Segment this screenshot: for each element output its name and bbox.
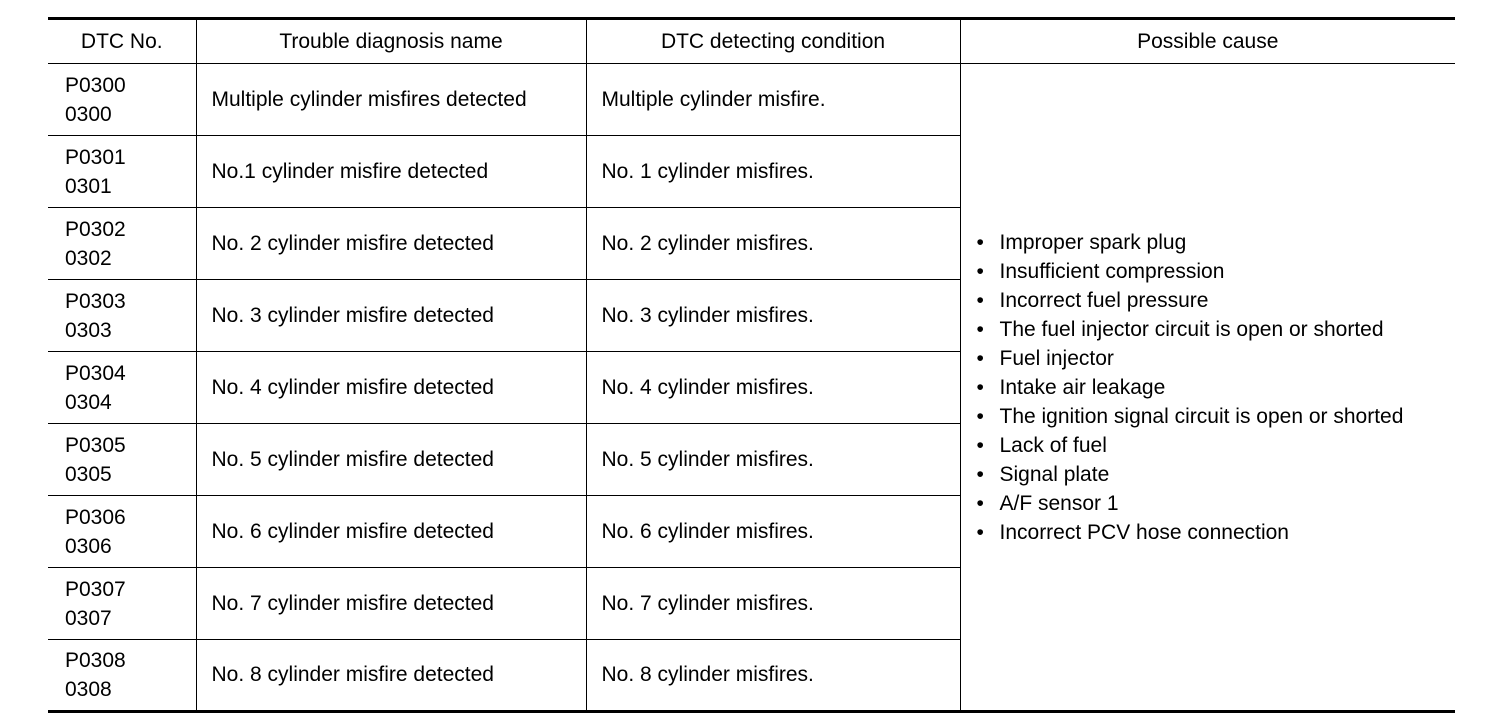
- diagnosis-name-cell: No. 4 cylinder misfire detected: [196, 352, 586, 424]
- dtc-code: P0304: [65, 361, 126, 385]
- dtc-code-alt: 0301: [65, 174, 112, 198]
- list-item: [977, 257, 1456, 286]
- bullet-icon: •: [976, 404, 984, 428]
- dtc-code: P0303: [65, 289, 126, 313]
- diagnosis-name-cell: No. 8 cylinder misfire detected: [196, 640, 586, 712]
- bullet-icon: •: [976, 462, 984, 486]
- list-item: [977, 373, 1456, 402]
- bullet-icon: •: [976, 520, 984, 544]
- dtc-number-cell: [48, 64, 196, 136]
- diagnosis-name-cell: No. 5 cylinder misfire detected: [196, 424, 586, 496]
- bullet-icon: •: [976, 259, 984, 283]
- list-item: [977, 315, 1456, 344]
- dtc-code: P0302: [65, 217, 126, 241]
- header-detecting-condition: DTC detecting condition: [586, 19, 960, 64]
- dtc-number-cell: [48, 280, 196, 352]
- dtc-table: [48, 17, 1455, 713]
- dtc-code-alt: 0303: [65, 318, 112, 342]
- dtc-code: P0301: [65, 145, 126, 169]
- diagnosis-name-cell: No. 2 cylinder misfire detected: [196, 208, 586, 280]
- diagnosis-name-cell: No. 6 cylinder misfire detected: [196, 496, 586, 568]
- list-item: [977, 460, 1456, 489]
- cause-text: Intake air leakage: [999, 375, 1166, 399]
- detecting-condition-cell: No. 4 cylinder misfires.: [586, 352, 960, 424]
- list-item: [977, 344, 1456, 373]
- dtc-code-alt: 0300: [65, 102, 112, 126]
- cause-text: Incorrect PCV hose connection: [999, 520, 1289, 544]
- dtc-table-container: [48, 17, 1455, 713]
- header-dtc-no: DTC No.: [48, 19, 196, 64]
- list-item: [977, 286, 1456, 315]
- dtc-number-cell: [48, 208, 196, 280]
- dtc-code-alt: 0302: [65, 246, 112, 270]
- cause-text: Improper spark plug: [999, 230, 1187, 254]
- cause-text: The ignition signal circuit is open or shorted: [999, 404, 1404, 428]
- cause-text: Signal plate: [999, 462, 1110, 486]
- dtc-number-cell: [48, 496, 196, 568]
- dtc-code-alt: 0308: [65, 678, 112, 701]
- detecting-condition-cell: No. 6 cylinder misfires.: [586, 496, 960, 568]
- detecting-condition-cell: Multiple cylinder misfire.: [586, 64, 960, 136]
- detecting-condition-cell: No. 5 cylinder misfires.: [586, 424, 960, 496]
- list-item: [977, 431, 1456, 460]
- cause-text: A/F sensor 1: [999, 491, 1119, 515]
- bullet-icon: •: [976, 375, 984, 399]
- bullet-icon: •: [976, 317, 984, 341]
- dtc-code: P0305: [65, 433, 126, 457]
- detecting-condition-cell: No. 1 cylinder misfires.: [586, 136, 960, 208]
- diagnosis-name-cell: No. 3 cylinder misfire detected: [196, 280, 586, 352]
- dtc-code-alt: 0307: [65, 606, 112, 630]
- diagnosis-name-cell: No.1 cylinder misfire detected: [196, 136, 586, 208]
- dtc-code: P0307: [65, 577, 126, 601]
- list-item: [977, 518, 1456, 547]
- list-item: [977, 228, 1456, 257]
- detecting-condition-cell: No. 8 cylinder misfires.: [586, 640, 960, 712]
- detecting-condition-cell: No. 3 cylinder misfires.: [586, 280, 960, 352]
- table-header-row: [48, 19, 1455, 64]
- dtc-code: P0300: [65, 73, 126, 97]
- cause-text: Insufficient compression: [999, 259, 1225, 283]
- diagnosis-name-cell: No. 7 cylinder misfire detected: [196, 568, 586, 640]
- possible-cause-list: [977, 228, 1456, 547]
- possible-cause-cell: [960, 64, 1455, 712]
- dtc-number-cell: [48, 568, 196, 640]
- bullet-icon: •: [976, 491, 984, 515]
- cause-text: Lack of fuel: [999, 433, 1107, 457]
- list-item: [977, 489, 1456, 518]
- dtc-number-cell: [48, 136, 196, 208]
- bullet-icon: •: [976, 288, 984, 312]
- cause-text: The fuel injector circuit is open or shorted: [999, 317, 1384, 341]
- dtc-code-alt: 0306: [65, 534, 112, 558]
- dtc-number-cell: [48, 640, 196, 712]
- header-possible-cause: Possible cause: [960, 19, 1455, 64]
- cause-text: Incorrect fuel pressure: [999, 288, 1209, 312]
- dtc-code-alt: 0305: [65, 462, 112, 486]
- dtc-code: P0308: [65, 649, 126, 672]
- detecting-condition-cell: No. 7 cylinder misfires.: [586, 568, 960, 640]
- detecting-condition-cell: No. 2 cylinder misfires.: [586, 208, 960, 280]
- dtc-number-cell: [48, 352, 196, 424]
- dtc-code: P0306: [65, 505, 126, 529]
- bullet-icon: •: [976, 346, 984, 370]
- bullet-icon: •: [976, 230, 984, 254]
- header-diagnosis-name: Trouble diagnosis name: [196, 19, 586, 64]
- list-item: [977, 402, 1456, 431]
- table-row: [48, 64, 1455, 136]
- diagnosis-name-cell: Multiple cylinder misfires detected: [196, 64, 586, 136]
- dtc-code-alt: 0304: [65, 390, 112, 414]
- cause-text: Fuel injector: [999, 346, 1114, 370]
- dtc-number-cell: [48, 424, 196, 496]
- bullet-icon: •: [976, 433, 984, 457]
